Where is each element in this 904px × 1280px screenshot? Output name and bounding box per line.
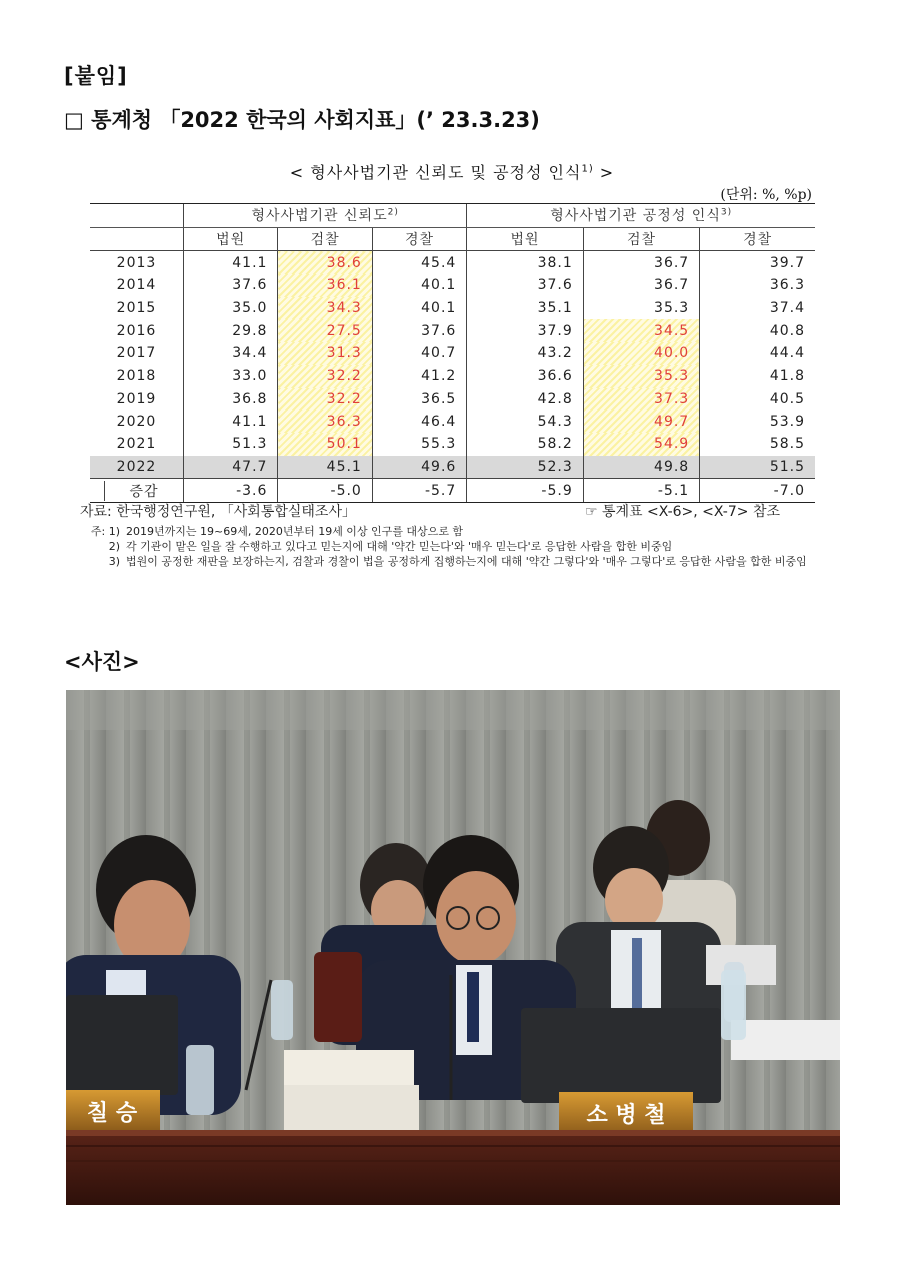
subheader-trust-0: 법원: [184, 227, 278, 251]
table-cell: 46.4: [372, 410, 466, 433]
table-cell: 34.5: [583, 319, 699, 342]
table-cell: 37.6: [184, 274, 278, 297]
nameplate-left: [66, 1090, 160, 1132]
table-cell: 49.6: [372, 456, 466, 479]
table-cell: 49.8: [583, 456, 699, 479]
nameplate-right-text: 소 병 철: [586, 1102, 666, 1128]
statistics-table: [90, 203, 815, 503]
table-row: [90, 388, 815, 411]
row-year-label: 2013: [116, 254, 157, 271]
table-cell: 35.0: [184, 297, 278, 320]
table-cell: 31.3: [278, 342, 372, 365]
table-cell: -7.0: [700, 479, 815, 503]
nameplate-right: [559, 1092, 693, 1136]
table-cell: 54.3: [467, 410, 583, 433]
footnote-prefix: 2): [108, 540, 120, 553]
table-cell: 55.3: [372, 433, 466, 456]
table-cell: -5.0: [278, 479, 372, 503]
table-cell: -5.1: [583, 479, 699, 503]
photo-label: <사진>: [64, 650, 140, 674]
row-year-label: 2017: [116, 345, 157, 362]
table-cell: 45.4: [372, 251, 466, 274]
table-cell: 36.6: [467, 365, 583, 388]
hearing-photo: [66, 690, 840, 1205]
subheader-trust-1: 검찰: [278, 227, 372, 251]
row-year-label: 2018: [116, 368, 157, 385]
change-label: 증감: [104, 481, 183, 501]
table-cell: 43.2: [467, 342, 583, 365]
corner-header-sub: [90, 227, 184, 251]
footnote-text: 각 기관이 맡은 일을 잘 수행하고 있다고 믿는지에 대해 '약간 믿는다'와 '매우 믿는다'로 응답한 사람을 합한 비중임: [126, 540, 673, 553]
nameplate-left-text: 칠 승: [86, 1100, 138, 1126]
table-cell: 29.8: [184, 319, 278, 342]
table-cell: 58.5: [700, 433, 815, 456]
table-row: [90, 297, 815, 320]
table-cell: 37.9: [467, 319, 583, 342]
table-cell: 52.3: [467, 456, 583, 479]
subheader-fairness-3: 법원: [467, 227, 583, 251]
table-row: [90, 319, 815, 342]
subheader-trust-2: 경찰: [372, 227, 466, 251]
row-year-label: 2021: [116, 436, 157, 453]
desk-front: [66, 1130, 840, 1205]
table-cell: 36.1: [278, 274, 372, 297]
table-cell: 36.3: [700, 274, 815, 297]
document-source-heading: □ 통계청 「2022 한국의 사회지표」(’ 23.3.23): [64, 108, 540, 132]
table-cell: -5.9: [467, 479, 583, 503]
row-year-label: 2015: [116, 300, 157, 317]
table-cell: 40.1: [372, 274, 466, 297]
corner-header: [90, 204, 184, 228]
table-cell: 54.9: [583, 433, 699, 456]
table-cell: 40.5: [700, 388, 815, 411]
table-cell: 35.3: [583, 365, 699, 388]
table-cell: 39.7: [700, 251, 815, 274]
table-cell: 37.6: [372, 319, 466, 342]
row-year-label: 2016: [116, 322, 157, 339]
table-row: [90, 433, 815, 456]
table-cell: 47.7: [184, 456, 278, 479]
source-note: 자료: 한국행정연구원, 「사회통합실태조사」: [80, 504, 356, 520]
table-row: [90, 456, 815, 479]
table-cell: 41.2: [372, 365, 466, 388]
footnote-text: 법원이 공정한 재판을 보장하는지, 검찰과 경찰이 법을 공정하게 집행하는지에 대해 '약간 그렇다'와 '매우 그렇다'로 응답한 사람을 합한 비중임: [126, 555, 807, 568]
table-cell: 44.4: [700, 342, 815, 365]
footnote: [80, 539, 820, 554]
group-header-fairness: 형사사법기관 공정성 인식$^{3)}$: [467, 204, 815, 228]
group-header-trust: 형사사법기관 신뢰도$^{2)}$: [184, 204, 467, 228]
table-cell: 45.1: [278, 456, 372, 479]
row-year-label: 2022: [90, 456, 184, 479]
hearing-photo-illustration: [66, 690, 840, 1205]
table-title-text: < 형사사법기관 신뢰도 및 공정성 인식: [289, 163, 582, 182]
table-cell: 53.9: [700, 410, 815, 433]
table-cell: 50.1: [278, 433, 372, 456]
table-cell: 40.0: [583, 342, 699, 365]
table-cell: 51.5: [700, 456, 815, 479]
table-row: [90, 342, 815, 365]
table-cell: 51.3: [184, 433, 278, 456]
row-year-label: 2014: [116, 277, 157, 294]
row-year-label: 2019: [116, 390, 157, 407]
table-cell: 36.5: [372, 388, 466, 411]
table-cell: -5.7: [372, 479, 466, 503]
table-cell: 40.7: [372, 342, 466, 365]
table-cell: 36.7: [583, 251, 699, 274]
table-cell: 35.1: [467, 297, 583, 320]
row-year-label: 2020: [116, 413, 157, 430]
table-title-end: >: [593, 163, 615, 182]
subheader-fairness-5: 경찰: [700, 227, 815, 251]
reference-note: ☞ 통계표 <X-6>, <X-7> 참조: [584, 504, 780, 520]
unit-label: (단위: %, %p): [720, 187, 812, 203]
table-title-footnote-mark: 1): [581, 163, 594, 175]
table-cell: 41.1: [184, 410, 278, 433]
table-cell: 35.3: [583, 297, 699, 320]
table-cell: 36.8: [184, 388, 278, 411]
table-title: [0, 160, 904, 183]
table-cell: 40.1: [372, 297, 466, 320]
table-cell: 42.8: [467, 388, 583, 411]
table-cell: 27.5: [278, 319, 372, 342]
table-cell: 58.2: [467, 433, 583, 456]
attachment-label: [붙임]: [64, 64, 128, 88]
table-cell: 36.3: [278, 410, 372, 433]
table-cell: 37.6: [467, 274, 583, 297]
table-cell: 34.4: [184, 342, 278, 365]
subheader-fairness-4: 검찰: [583, 227, 699, 251]
table-row: [90, 365, 815, 388]
table-row: [90, 274, 815, 297]
table-row: [90, 251, 815, 274]
table-cell: 49.7: [583, 410, 699, 433]
table-cell: 34.3: [278, 297, 372, 320]
table-notes: [80, 505, 820, 569]
table-cell: 32.2: [278, 388, 372, 411]
table-cell: 32.2: [278, 365, 372, 388]
table-cell: 36.7: [583, 274, 699, 297]
footnote: [80, 554, 820, 569]
row-year-label: [90, 479, 184, 503]
table-cell: 38.1: [467, 251, 583, 274]
table-cell: 41.1: [184, 251, 278, 274]
table-cell: 33.0: [184, 365, 278, 388]
table-row: [90, 479, 815, 503]
footnote-prefix: 3): [108, 555, 120, 568]
table-cell: 41.8: [700, 365, 815, 388]
table-cell: 40.8: [700, 319, 815, 342]
footnote-prefix: 주: 1): [90, 525, 120, 538]
table-cell: 37.3: [583, 388, 699, 411]
footnote: [80, 524, 820, 539]
footnote-text: 2019년까지는 19~69세, 2020년부터 19세 이상 인구를 대상으로 함: [126, 525, 464, 538]
table-row: [90, 410, 815, 433]
table-cell: 38.6: [278, 251, 372, 274]
table-cell: -3.6: [184, 479, 278, 503]
table-cell: 37.4: [700, 297, 815, 320]
